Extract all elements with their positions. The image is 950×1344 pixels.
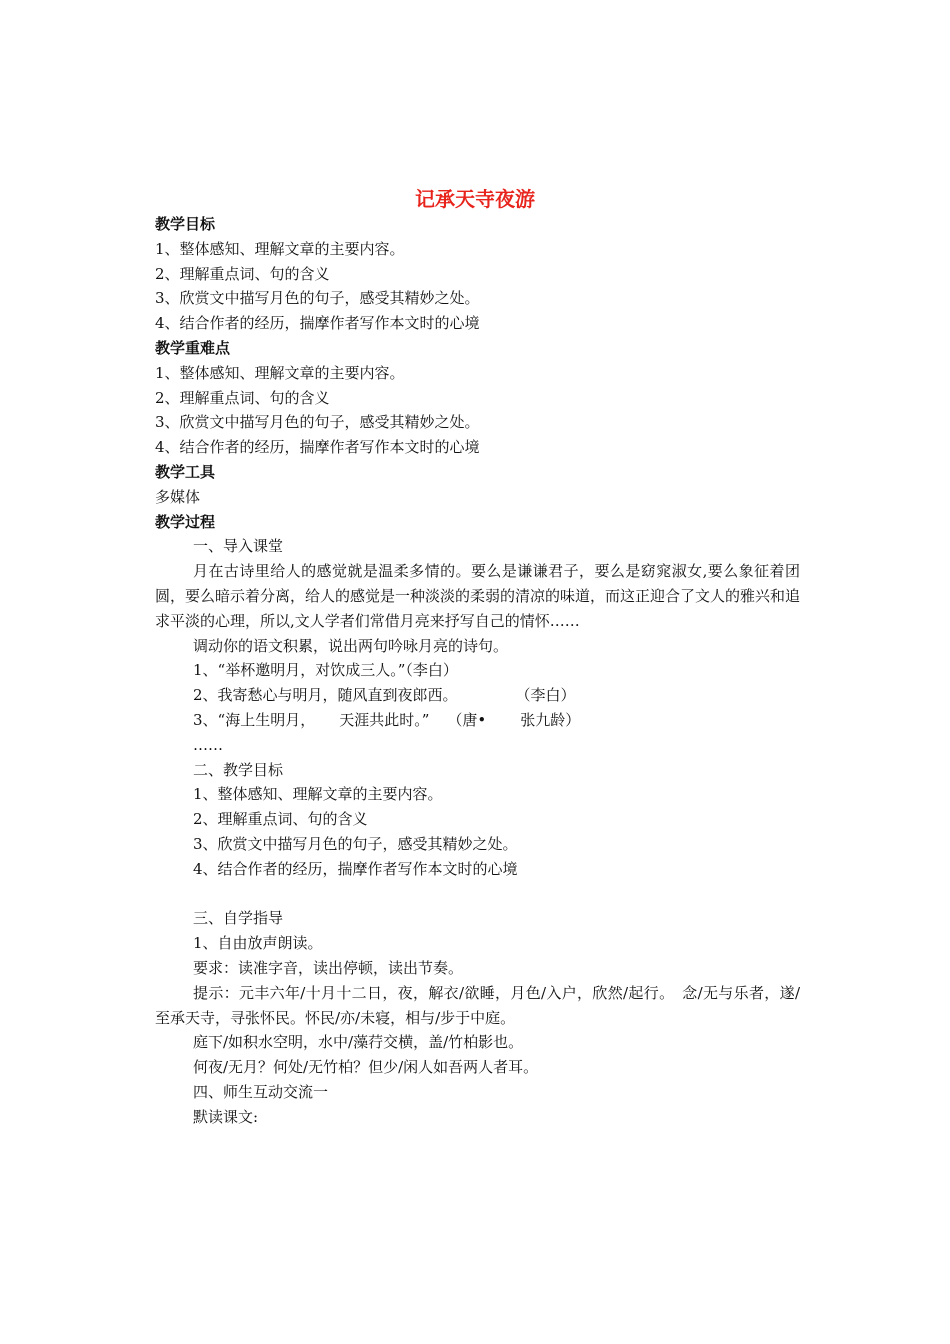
blank-line xyxy=(155,882,800,907)
ellipsis: …… xyxy=(193,735,223,754)
self-study-line-3: 何夜/无月？何处/无竹柏？但少/闲人如吾两人者耳。 xyxy=(193,1058,539,1077)
difficulty-item: 2、理解重点词、句的含义 xyxy=(155,388,330,407)
poem-3-part-c: （唐• xyxy=(447,710,487,729)
self-study-step-1: 1、自由放声朗读。 xyxy=(193,934,323,953)
self-study-hint: 提示：元丰六年/十月十二日，夜，解衣/欲睡，月色/入户，欣然/起行。 念/无与乐者，遂/至承天寺，寻张怀民。怀民/亦/未寝，相与/步于中庭。 xyxy=(155,983,800,1027)
poem-3-part-b: 天涯共此时。” xyxy=(339,710,430,729)
goal-item: 2、理解重点词、句的含义 xyxy=(155,264,330,283)
difficulty-item: 3、欣赏文中描写月色的句子，感受其精妙之处。 xyxy=(155,413,480,432)
tools-heading: 教学工具 xyxy=(155,462,216,481)
difficulty-item: 1、整体感知、理解文章的主要内容。 xyxy=(155,363,405,382)
self-study-heading: 三、自学指导 xyxy=(193,909,284,928)
goal-item: 3、欣赏文中描写月色的句子，感受其精妙之处。 xyxy=(155,289,480,308)
poem-line-1: 1、“举杯邀明月，对饮成三人。”（李白） xyxy=(193,661,458,680)
poem-2-author: （李白） xyxy=(515,686,576,705)
difficulty-item: 4、结合作者的经历，揣摩作者写作本文时的心境 xyxy=(155,438,480,457)
poem-prompt: 调动你的语文积累，说出两句吟咏月亮的诗句。 xyxy=(193,636,509,655)
process-heading: 教学过程 xyxy=(155,512,216,531)
goal-2-item: 2、理解重点词、句的含义 xyxy=(193,810,368,829)
poem-2-text: 2、我寄愁心与明月，随风直到夜郎西。 xyxy=(193,686,458,705)
document-body xyxy=(155,212,800,1129)
intro-heading: 一、导入课堂 xyxy=(193,537,284,556)
interaction-heading: 四、师生互动交流一 xyxy=(193,1082,329,1101)
poem-3-part-d: 张九龄） xyxy=(520,710,581,729)
goal-2-item: 4、结合作者的经历，揣摩作者写作本文时的心境 xyxy=(193,859,518,878)
poem-line-3 xyxy=(155,708,800,733)
document-title: 记承天寺夜游 xyxy=(415,187,535,211)
intro-paragraph: 月在古诗里给人的感觉就是温柔多情的。要么是谦谦君子，要么是窈窕淑女,要么象征着团圆，要么暗示着分离，给人的感觉是一种淡淡的柔弱的清凉的味道，而这正迎合了文人的雅兴和追求平淡的心理，所以,文人学者们常借月亮来抒写自己的情怀…… xyxy=(155,562,801,630)
poem-3-part-a: 3、“海上生明月， xyxy=(193,710,316,729)
goal-item: 1、整体感知、理解文章的主要内容。 xyxy=(155,239,405,258)
self-study-requirement: 要求：读准字音，读出停顿，读出节奏。 xyxy=(193,958,464,977)
poem-line-2 xyxy=(155,683,800,708)
goal-item: 4、结合作者的经历，揣摩作者写作本文时的心境 xyxy=(155,314,480,333)
interaction-text: 默读课文: xyxy=(193,1107,259,1126)
goal-2-item: 1、整体感知、理解文章的主要内容。 xyxy=(193,785,443,804)
goal-2-item: 3、欣赏文中描写月色的句子，感受其精妙之处。 xyxy=(193,834,518,853)
goals-2-heading: 二、教学目标 xyxy=(193,760,284,779)
goals-heading: 教学目标 xyxy=(155,215,216,233)
self-study-line-2: 庭下/如积水空明，水中/藻荇交横，盖/竹柏影也。 xyxy=(193,1033,524,1052)
difficulty-heading: 教学重难点 xyxy=(155,338,231,357)
tools-text: 多媒体 xyxy=(155,487,201,506)
